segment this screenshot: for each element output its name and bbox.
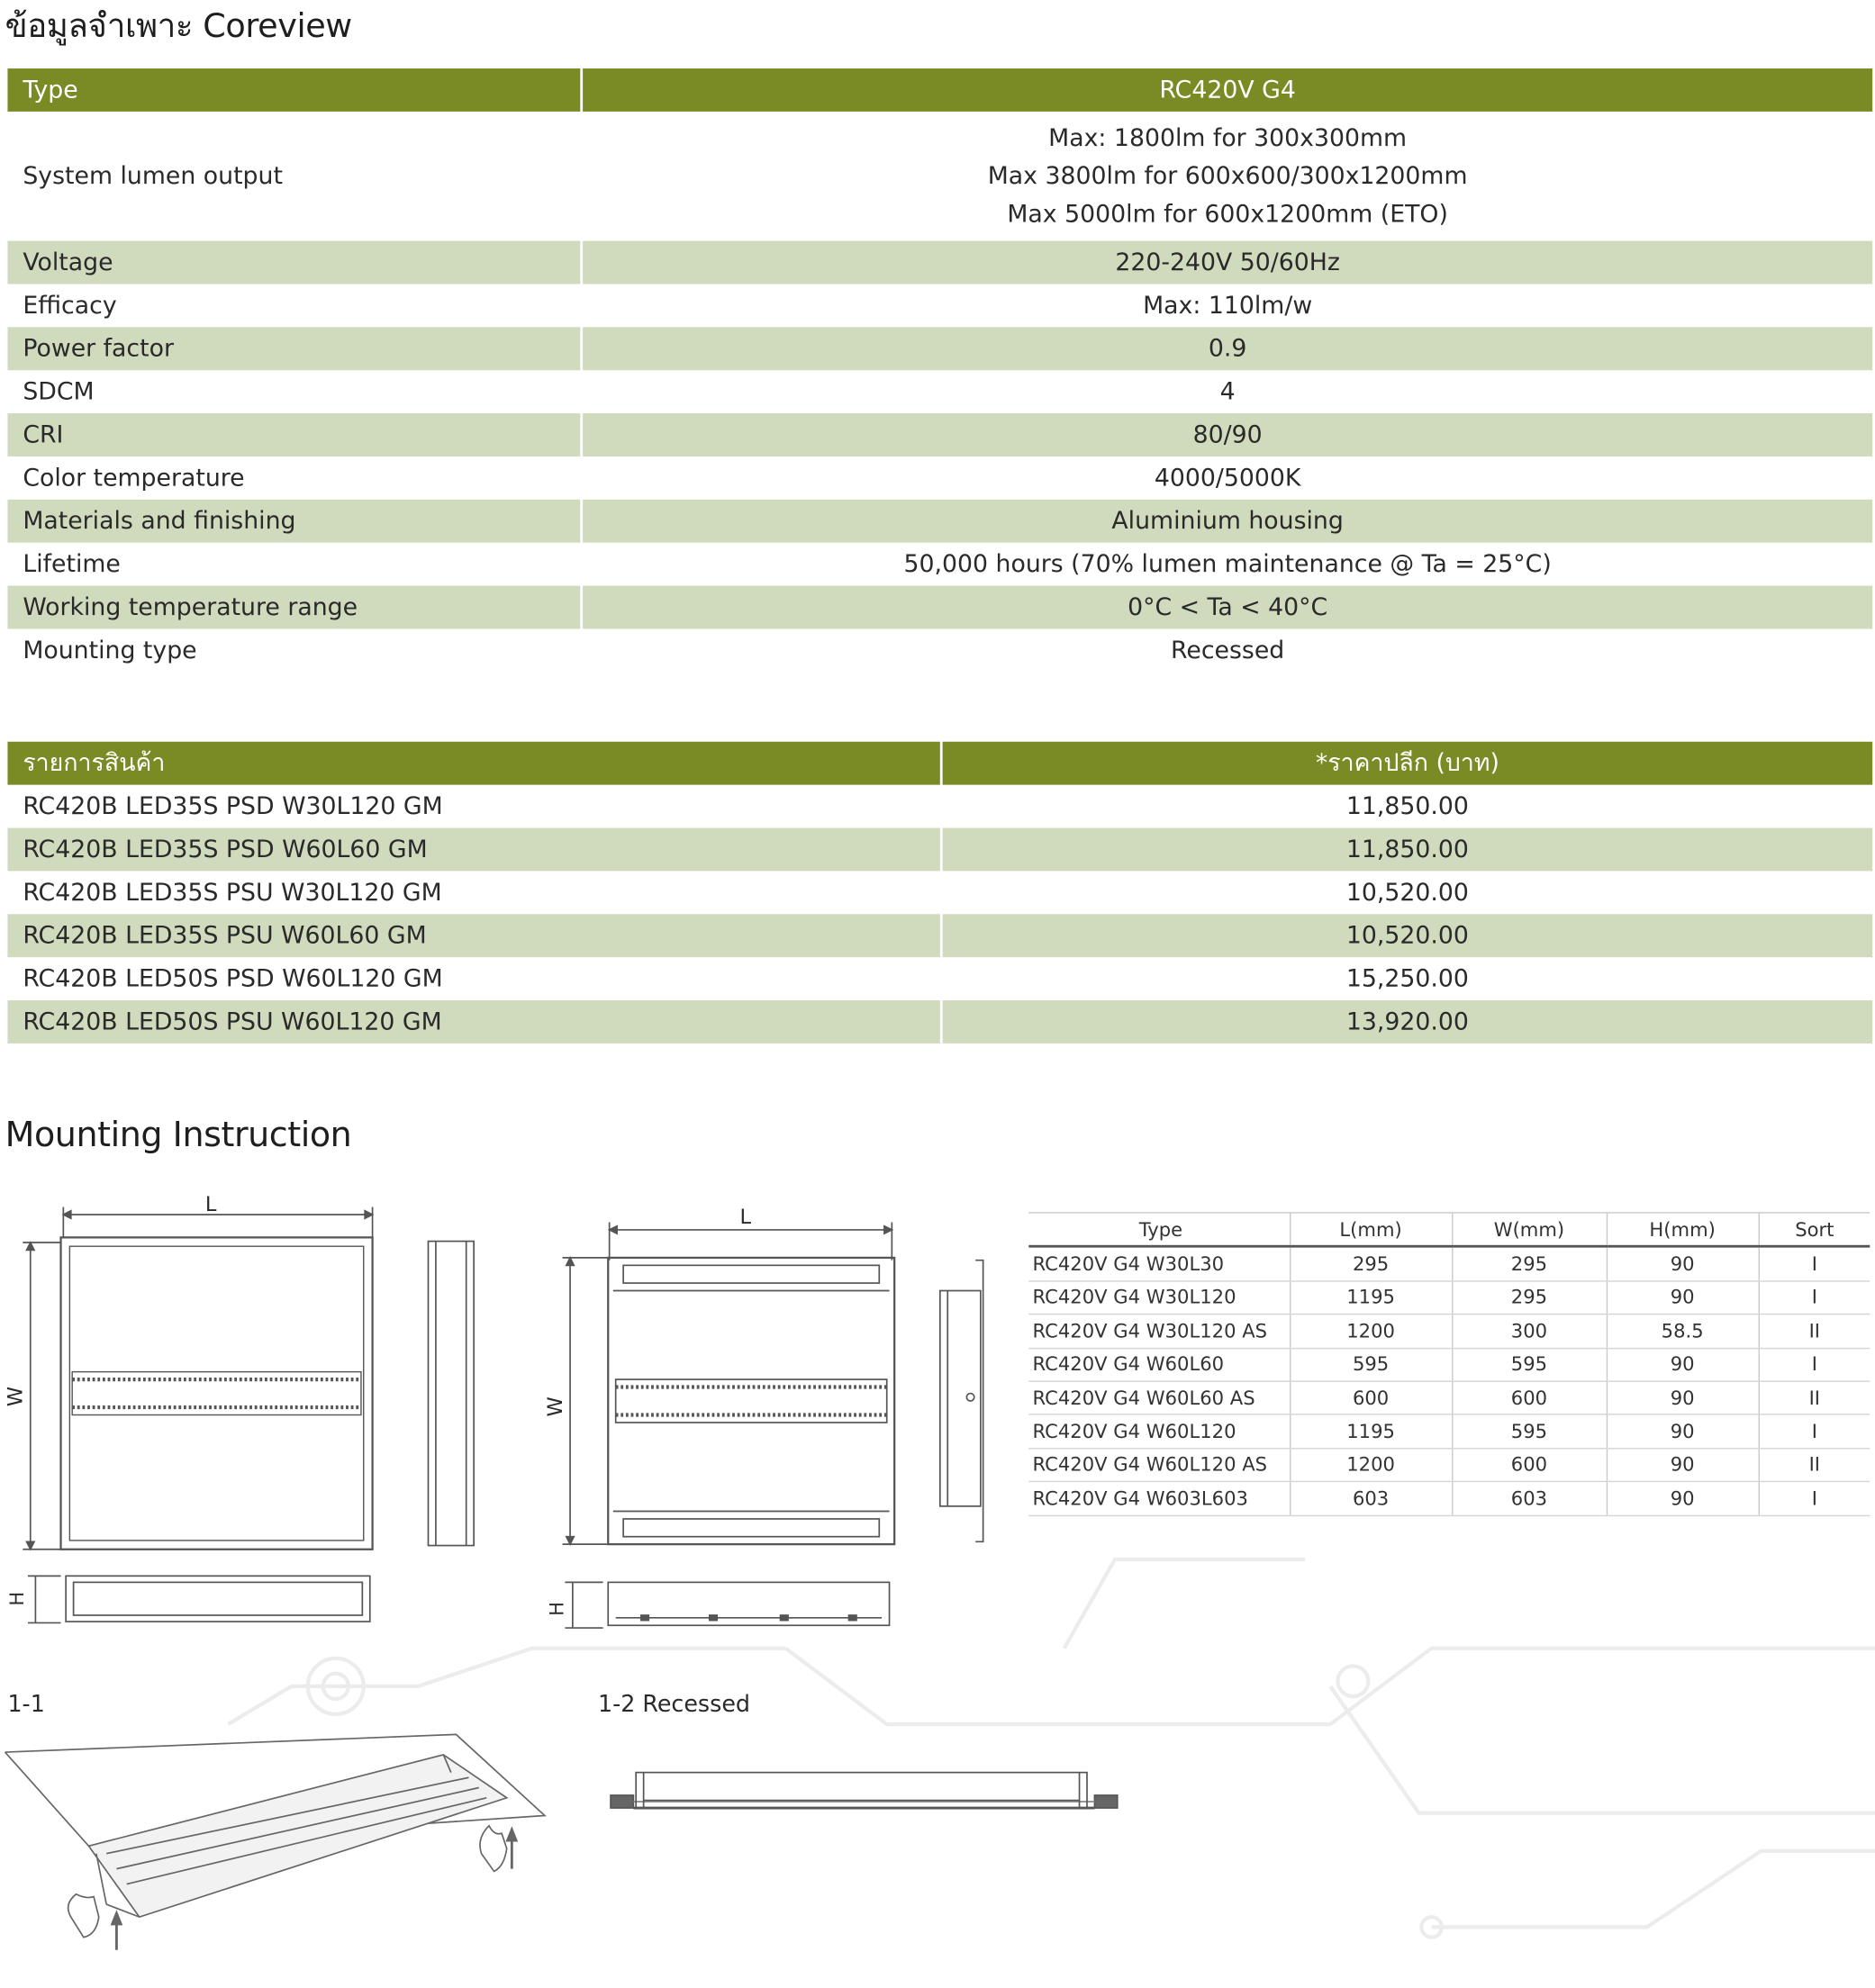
spec-value: 4: [1219, 377, 1236, 406]
spec-label: Efficacy: [23, 291, 117, 320]
spec-value: Max: 110lm/w: [1143, 291, 1313, 320]
spec-label: Working temperature range: [7, 586, 580, 629]
dim-l: 295: [1290, 1247, 1452, 1281]
dimensions-header-h: H(mm): [1607, 1213, 1759, 1247]
price-row: [7, 957, 1872, 1000]
dimension-label-l: L: [204, 1191, 217, 1216]
dim-type: RC420V G4 W60L120 AS: [1028, 1448, 1290, 1481]
dim-l: 1195: [1290, 1414, 1452, 1448]
dimension-label-h: H: [545, 1602, 569, 1616]
dimensions-row: [1028, 1448, 1870, 1481]
spec-header-row: [7, 68, 1872, 112]
dim-type: RC420V G4 W603L603: [1028, 1482, 1290, 1515]
dimensions-row: [1028, 1348, 1870, 1381]
dimensions-row: [1028, 1381, 1870, 1414]
dim-l: 603: [1290, 1482, 1452, 1515]
dimension-label-h: H: [5, 1591, 29, 1606]
dim-w: 600: [1452, 1381, 1607, 1414]
dim-h: 90: [1607, 1281, 1759, 1315]
retail-price: 11,850.00: [1345, 792, 1469, 821]
dim-l: 1200: [1290, 1448, 1452, 1481]
spec-value-line: Max 3800lm for 600x600/300x1200mm: [987, 162, 1468, 191]
dim-w: 603: [1452, 1482, 1607, 1515]
spec-row: [7, 327, 1872, 370]
product-code: RC420B LED50S PSU W60L120 GM: [7, 1000, 939, 1044]
product-code: RC420B LED35S PSD W30L120 GM: [23, 792, 443, 821]
dim-type: RC420V G4 W60L60: [1028, 1348, 1290, 1381]
page-title: ข้อมูลจำเพาะ Coreview: [5, 7, 352, 46]
price-header-row: [7, 742, 1872, 785]
dimension-label-l: L: [739, 1204, 752, 1229]
dimension-label-w: W: [542, 1396, 567, 1417]
drawing-1-1-side-view: [418, 1236, 481, 1553]
spec-row: [7, 413, 1872, 456]
spec-row: [7, 500, 1872, 543]
dim-l: 595: [1290, 1348, 1452, 1381]
price-row: [7, 1000, 1872, 1044]
price-header-product: รายการสินค้า: [7, 742, 939, 785]
spec-value: 80/90: [583, 413, 1872, 456]
retail-price: 10,520.00: [1345, 878, 1469, 907]
retail-price: 13,920.00: [943, 1000, 1873, 1044]
spec-label: Color temperature: [23, 464, 245, 492]
dim-sort: II: [1759, 1448, 1870, 1481]
drawing-1-1-front-view: [0, 1192, 380, 1559]
spec-row: [7, 586, 1872, 629]
dimensions-row: [1028, 1281, 1870, 1315]
dim-type: RC420V G4 W30L30: [1028, 1247, 1290, 1281]
caption-1-1: 1-1: [7, 1691, 45, 1719]
price-row: [7, 828, 1872, 872]
dim-h: 58.5: [1607, 1315, 1759, 1348]
drawing-1-2-front-view: [557, 1205, 912, 1559]
spec-value: Aluminium housing: [583, 500, 1872, 543]
dimensions-header-w: W(mm): [1452, 1213, 1607, 1247]
spec-header-value: RC420V G4: [583, 68, 1872, 112]
spec-label: CRI: [7, 413, 580, 456]
dim-sort: I: [1759, 1482, 1870, 1515]
dimensions-header-l: L(mm): [1290, 1213, 1452, 1247]
recessed-cross-section-drawing: [608, 1762, 1119, 1825]
retail-price: 11,850.00: [943, 828, 1873, 872]
product-code: RC420B LED35S PSU W30L120 GM: [23, 878, 442, 907]
dimensions-table: [1028, 1212, 1870, 1515]
price-header-price: *ราคาปลีก (บาท): [943, 742, 1873, 785]
spec-row: [7, 456, 1872, 500]
dim-h: 90: [1607, 1247, 1759, 1281]
spec-label: System lumen output: [23, 162, 283, 191]
dimensions-header-type: Type: [1028, 1213, 1290, 1247]
spec-value: 50,000 hours (70% lumen maintenance @ Ta = 25°C): [903, 550, 1552, 579]
dim-h: 90: [1607, 1482, 1759, 1515]
spec-label: SDCM: [23, 377, 95, 406]
spec-label: Lifetime: [23, 550, 121, 579]
spec-value: 0.9: [583, 327, 1872, 370]
drawing-1-1-height-profile: [10, 1572, 377, 1629]
spec-value: 220-240V 50/60Hz: [583, 241, 1872, 285]
spec-row: [7, 543, 1872, 586]
dim-l: 1200: [1290, 1315, 1452, 1348]
spec-row: [7, 112, 1872, 241]
spec-row: [7, 370, 1872, 413]
dim-w: 595: [1452, 1348, 1607, 1381]
price-row: [7, 914, 1872, 957]
dimension-label-w: W: [3, 1386, 28, 1407]
spec-label: Mounting type: [23, 636, 197, 664]
dim-sort: I: [1759, 1247, 1870, 1281]
specification-table: [5, 68, 1875, 672]
dim-w: 300: [1452, 1315, 1607, 1348]
price-list-table: [5, 742, 1875, 1044]
dimensions-header-sort: Sort: [1759, 1213, 1870, 1247]
spec-value-line: Max: 1800lm for 300x300mm: [1048, 123, 1408, 152]
dim-w: 595: [1452, 1414, 1607, 1448]
product-code: RC420B LED35S PSU W60L60 GM: [7, 914, 939, 957]
dim-sort: II: [1759, 1381, 1870, 1414]
price-row: [7, 785, 1872, 828]
dimensions-row: [1028, 1482, 1870, 1515]
dimensions-header-row: [1028, 1213, 1870, 1247]
dim-w: 295: [1452, 1247, 1607, 1281]
spec-label: Power factor: [7, 327, 580, 370]
dimensions-row: [1028, 1315, 1870, 1348]
retail-price: 10,520.00: [943, 914, 1873, 957]
dim-h: 90: [1607, 1348, 1759, 1381]
spec-label: Materials and finishing: [7, 500, 580, 543]
product-code: RC420B LED50S PSD W60L120 GM: [23, 964, 443, 993]
retail-price: 15,250.00: [1345, 964, 1469, 993]
dim-sort: I: [1759, 1348, 1870, 1381]
dim-type: RC420V G4 W60L120: [1028, 1414, 1290, 1448]
dim-sort: I: [1759, 1281, 1870, 1315]
drawing-1-2-height-profile: [557, 1577, 906, 1634]
dim-type: RC420V G4 W30L120: [1028, 1281, 1290, 1315]
dim-type: RC420V G4 W60L60 AS: [1028, 1381, 1290, 1414]
dim-w: 295: [1452, 1281, 1607, 1315]
product-code: RC420B LED35S PSD W60L60 GM: [7, 828, 939, 872]
spec-value-line: Max 5000lm for 600x1200mm (ETO): [1007, 200, 1448, 229]
dimensions-row: [1028, 1247, 1870, 1281]
installation-illustration: [0, 1727, 557, 1988]
dim-h: 90: [1607, 1448, 1759, 1481]
dim-w: 600: [1452, 1448, 1607, 1481]
spec-value: 4000/5000K: [1154, 464, 1301, 492]
dim-type: RC420V G4 W30L120 AS: [1028, 1315, 1290, 1348]
dimensions-row: [1028, 1414, 1870, 1448]
dim-l: 1195: [1290, 1281, 1452, 1315]
dim-h: 90: [1607, 1381, 1759, 1414]
spec-row: [7, 241, 1872, 285]
dim-sort: I: [1759, 1414, 1870, 1448]
spec-value: Recessed: [1171, 636, 1285, 664]
mounting-instruction-title: Mounting Instruction: [5, 1116, 352, 1155]
spec-header-label: Type: [7, 68, 580, 112]
dim-l: 600: [1290, 1381, 1452, 1414]
spec-row: [7, 628, 1872, 672]
spec-label: Voltage: [7, 241, 580, 285]
spec-row: [7, 284, 1872, 327]
drawing-1-2-side-view: [932, 1255, 995, 1547]
caption-1-2-recessed: 1-2 Recessed: [597, 1691, 750, 1719]
spec-value: 0°C < Ta < 40°C: [583, 586, 1872, 629]
dim-sort: II: [1759, 1315, 1870, 1348]
spec-value: [583, 112, 1872, 241]
dim-h: 90: [1607, 1414, 1759, 1448]
price-row: [7, 871, 1872, 914]
